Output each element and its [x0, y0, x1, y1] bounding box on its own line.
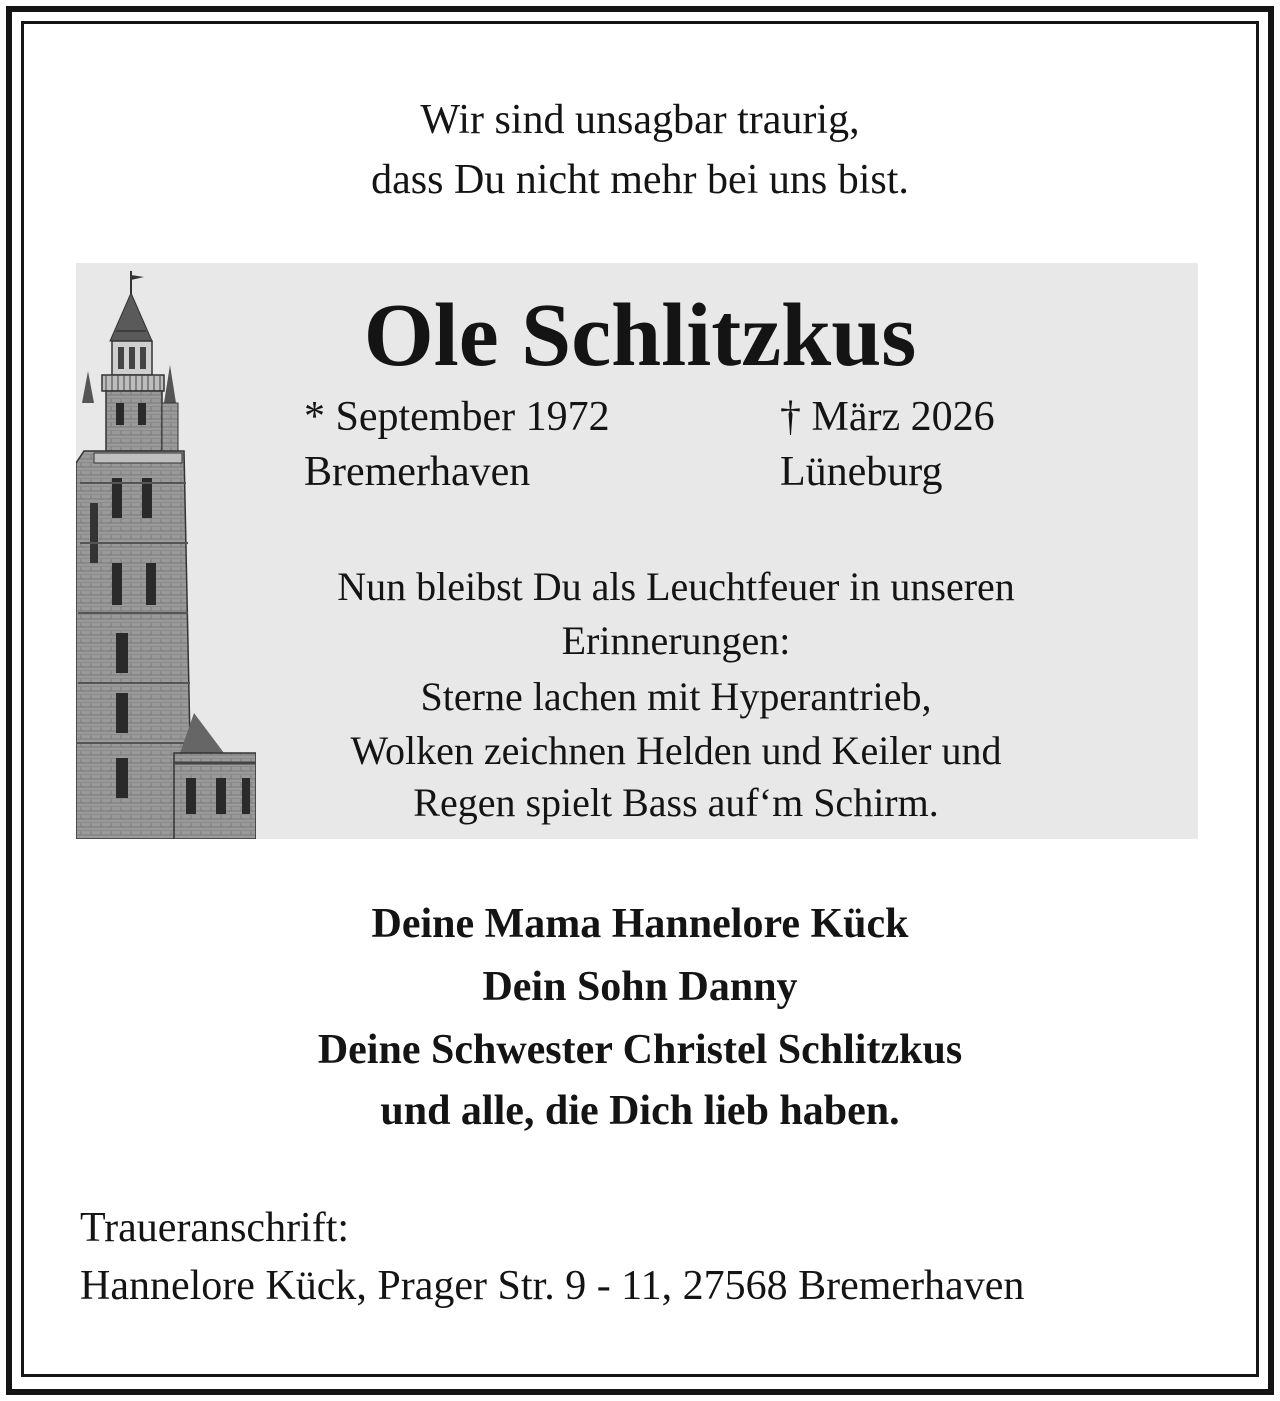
poem-line: Nun bleibst Du als Leuchtfeuer in unseren: [337, 564, 1015, 609]
lighthouse-illustration: [76, 263, 256, 839]
death-place: Lüneburg: [780, 449, 943, 495]
birth-place: Bremerhaven: [304, 449, 531, 495]
mourner-line: Deine Schwester Christel Schlitzkus: [317, 1027, 963, 1073]
address-line: Hannelore Kück, Prager Str. 9 - 11, 27568 Bremerhaven: [80, 1263, 1025, 1309]
poem-line: Wolken zeichnen Helden und Keiler und: [350, 728, 1002, 773]
death-date: † März 2026: [780, 394, 995, 440]
birth-date: * September 1972: [304, 394, 610, 440]
intro-line-1: Wir sind unsagbar traurig,: [420, 97, 860, 143]
address-label: Traueranschrift:: [80, 1205, 350, 1251]
mourner-line: Deine Mama Hannelore Kück: [371, 901, 909, 947]
intro-line-2: dass Du nicht mehr bei uns bist.: [371, 157, 909, 203]
deceased-name: Ole Schlitzkus: [363, 286, 917, 385]
mourner-line: Dein Sohn Danny: [482, 964, 798, 1010]
poem-line: Erinnerungen:: [561, 618, 791, 663]
memorial-panel: [76, 263, 1198, 839]
poem-line: Regen spielt Bass auf‘m Schirm.: [413, 780, 939, 825]
poem-line: Sterne lachen mit Hyperantrieb,: [420, 674, 932, 719]
mourner-line: und alle, die Dich lieb haben.: [380, 1088, 900, 1134]
